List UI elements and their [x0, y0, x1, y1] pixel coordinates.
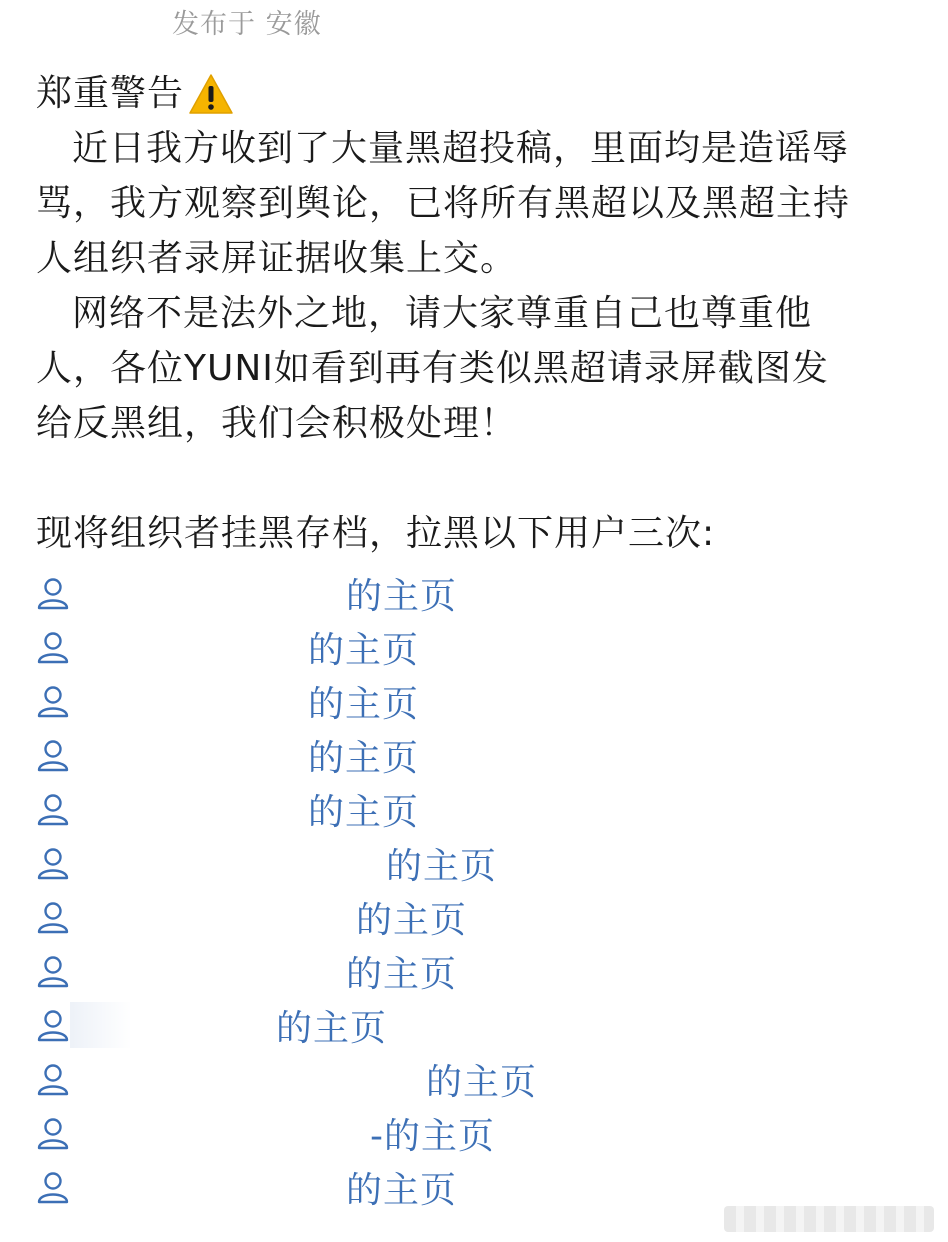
redacted-username: [70, 948, 346, 994]
paragraph-line: 人，各位YUNI如看到再有类似黑超请录屏截图发: [36, 348, 829, 389]
paragraph-line: 骂，我方观察到舆论，已将所有黑超以及黑超主持: [36, 183, 851, 224]
post-body: [36, 66, 916, 561]
user-icon: [36, 1116, 70, 1150]
user-icon: [36, 792, 70, 826]
user-link[interactable]: [36, 782, 916, 836]
paragraph-1: [36, 121, 916, 286]
user-link[interactable]: [36, 566, 916, 620]
user-link[interactable]: [36, 728, 916, 782]
paragraph-line: 人组织者录屏证据收集上交。: [36, 238, 518, 279]
redacted-username: [70, 732, 308, 778]
redacted-username: [70, 678, 308, 724]
user-icon: [36, 684, 70, 718]
user-link[interactable]: [36, 998, 916, 1052]
user-link[interactable]: [36, 674, 916, 728]
user-link-suffix: 的主页: [386, 845, 498, 887]
watermark: [724, 1206, 934, 1232]
list-intro: 现将组织者挂黑存档，拉黑以下用户三次:: [36, 513, 716, 554]
paragraph-line: 给反黑组，我们会积极处理！: [36, 403, 518, 444]
user-icon: [36, 1008, 70, 1042]
paragraph-2: [36, 286, 916, 451]
user-icon: [36, 576, 70, 610]
user-icon: [36, 846, 70, 880]
user-icon: [36, 738, 70, 772]
user-link[interactable]: [36, 890, 916, 944]
user-link-suffix: 的主页: [308, 737, 420, 779]
spacer: [36, 451, 916, 506]
warning-icon: [188, 73, 234, 115]
redacted-username: [70, 840, 386, 886]
user-icon: [36, 900, 70, 934]
redacted-username: [70, 624, 308, 670]
user-icon: [36, 954, 70, 988]
user-link-suffix: 的主页: [308, 791, 420, 833]
redacted-username: [70, 1164, 346, 1210]
user-link-suffix: 的主页: [308, 683, 420, 725]
post-title: 郑重警告: [36, 73, 185, 114]
post-location: 发布于 安徽: [172, 9, 322, 40]
redacted-username: [70, 1110, 370, 1156]
paragraph-line: 网络不是法外之地，请大家尊重自己也尊重他: [72, 293, 813, 334]
user-link-suffix: 的主页: [346, 1169, 458, 1211]
user-link-suffix: -的主页: [370, 1115, 495, 1157]
redacted-username: [70, 1056, 426, 1102]
user-link-suffix: 的主页: [308, 629, 420, 671]
user-list: [36, 566, 916, 1214]
post-title-line: [36, 66, 916, 121]
user-link-suffix: 的主页: [346, 575, 458, 617]
redacted-username: [70, 894, 356, 940]
user-link[interactable]: [36, 836, 916, 890]
user-link[interactable]: [36, 1106, 916, 1160]
user-link[interactable]: [36, 944, 916, 998]
redacted-username: [70, 570, 346, 616]
user-link-suffix: 的主页: [276, 1007, 388, 1049]
user-link[interactable]: [36, 1052, 916, 1106]
user-link[interactable]: [36, 620, 916, 674]
user-link-suffix: 的主页: [346, 953, 458, 995]
user-link-suffix: 的主页: [426, 1061, 538, 1103]
redacted-username: [70, 1002, 276, 1048]
user-icon: [36, 630, 70, 664]
user-icon: [36, 1062, 70, 1096]
redacted-username: [70, 786, 308, 832]
user-link-suffix: 的主页: [356, 899, 468, 941]
paragraph-line: 近日我方收到了大量黑超投稿，里面均是造谣辱: [72, 128, 850, 169]
user-icon: [36, 1170, 70, 1204]
